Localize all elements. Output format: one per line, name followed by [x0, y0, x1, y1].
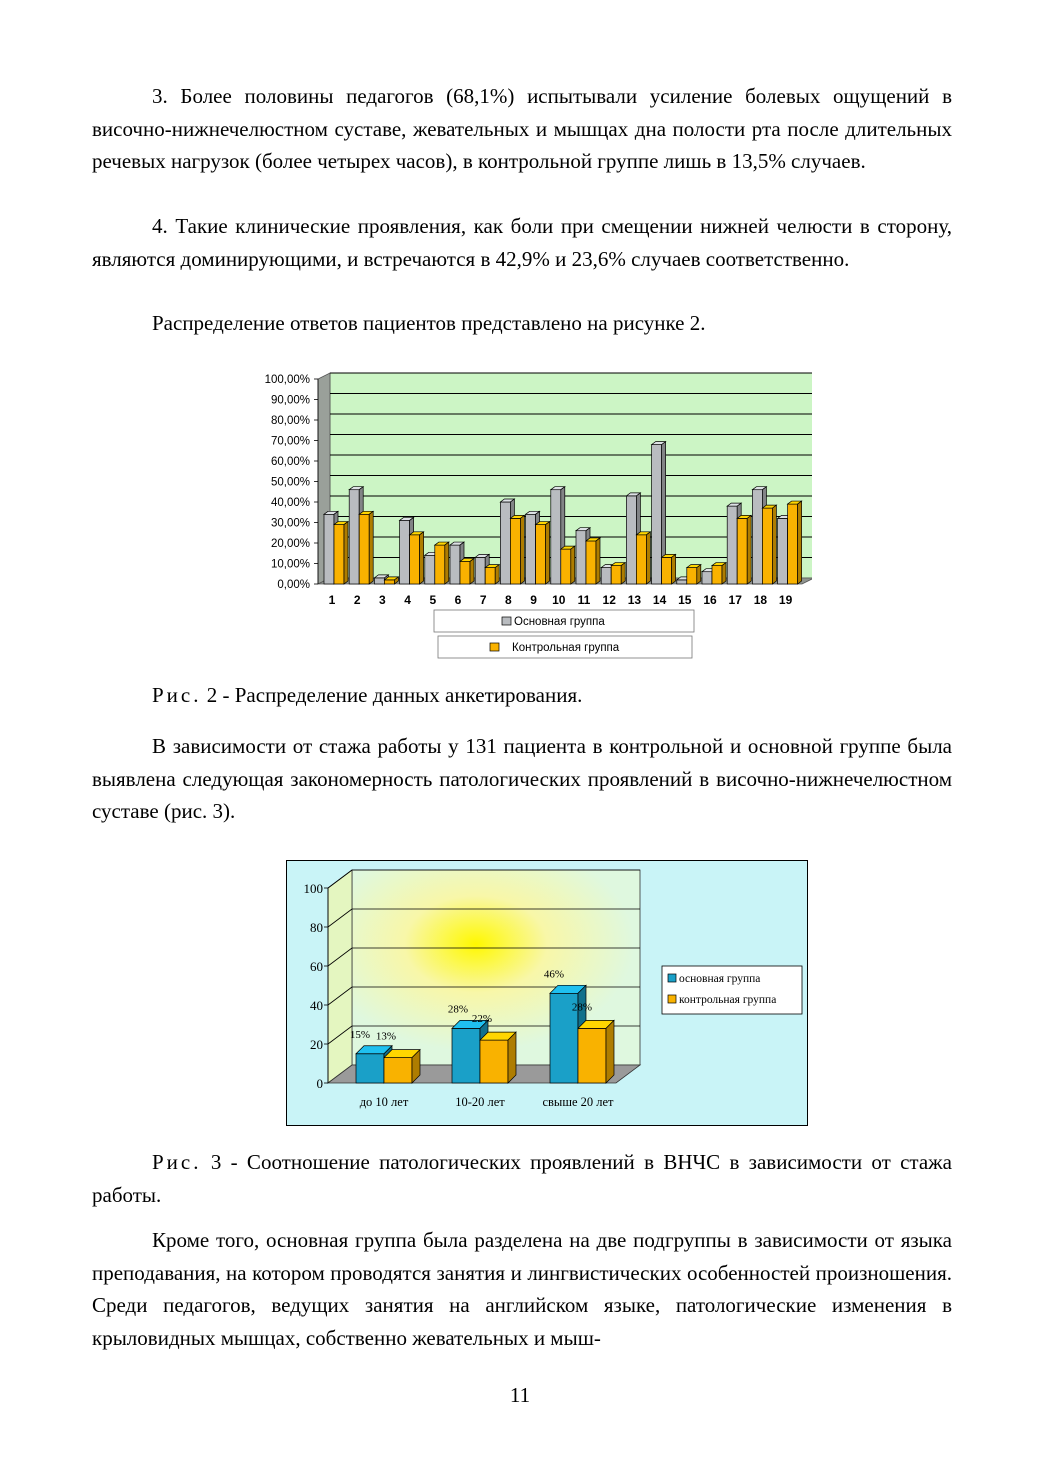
figure-2-chart	[232, 370, 812, 665]
figure-2-caption	[152, 679, 952, 712]
fig2-xtick-label: 8	[505, 593, 512, 607]
fig2-bar-control-3-front	[384, 580, 394, 584]
fig3-ytick-label: 20	[310, 1037, 323, 1052]
fig3-legend-swatch	[668, 995, 676, 1003]
fig2-xtick-label: 14	[652, 593, 667, 607]
page-number: 11	[509, 1383, 531, 1407]
fig3-data-label: 46%	[543, 968, 565, 981]
fig2-xtick-label: 6	[454, 593, 462, 607]
fig2-bar-control-13	[636, 532, 650, 584]
fig3-data-label: 15%	[349, 1028, 371, 1041]
fig2-bar-control-6-front	[460, 561, 470, 584]
fig3-ytick-label: 0	[316, 1076, 323, 1091]
fig2-bar-control-19-front	[788, 504, 798, 584]
fig2-xtick-label: 17	[728, 593, 742, 607]
figure-3-caption	[92, 1146, 952, 1211]
fig2-bar-control-9-front	[536, 525, 546, 584]
figure-3-caption-text: 3 - Соотношение патологических проявлений в ВНЧС в зависимости от стажа работы.	[92, 1150, 952, 1207]
fig2-bar-control-14-side	[672, 554, 676, 584]
fig3-bar-main-2-front	[452, 1028, 480, 1083]
fig2-bar-control-2	[359, 511, 373, 584]
fig3-ytick-label: 100	[303, 881, 323, 896]
fig3-legend-label: основная группа	[679, 973, 761, 985]
fig2-bar-main-2-front	[349, 490, 359, 584]
fig2-bar-control-11-side	[596, 538, 600, 584]
fig2-bar-control-17-side	[747, 515, 751, 584]
fig2-ytick-label: 80,00%	[270, 415, 310, 427]
fig2-xtick-label: 11	[577, 593, 591, 607]
fig2-bar-control-15-side	[697, 565, 701, 584]
fig3-bar-control-3-front	[578, 1028, 606, 1083]
fig2-bar-control-10-front	[561, 549, 571, 584]
fig2-bar-control-9-side	[546, 522, 550, 584]
paragraph-5	[92, 1224, 952, 1354]
fig2-bar-control-4-side	[420, 532, 424, 584]
fig2-ytick-label: 0,00%	[277, 579, 310, 591]
fig2-bar-control-12-side	[621, 563, 625, 584]
fig2-bar-control-5	[435, 542, 449, 584]
fig2-xtick-label: 12	[602, 593, 616, 607]
figure-3-chart	[286, 860, 808, 1126]
fig2-bar-control-11	[586, 538, 600, 584]
fig2-bar-control-7-front	[485, 568, 495, 584]
fig3-bar-control-3	[578, 1020, 614, 1083]
fig2-xtick-label: 2	[353, 593, 361, 607]
fig2-bar-main-15-front	[677, 580, 687, 584]
fig2-ytick-label: 40,00%	[270, 497, 310, 509]
fig2-bar-control-6-side	[470, 558, 474, 584]
fig2-bar-control-7-side	[495, 565, 499, 584]
fig2-bar-control-18-side	[772, 505, 776, 584]
fig3-xtick-label: 10-20 лет	[455, 1095, 505, 1109]
fig2-bar-main-1-front	[324, 514, 334, 584]
fig2-bar-control-13-front	[636, 535, 646, 584]
fig2-bar-control-17-front	[737, 518, 747, 584]
fig2-bar-control-2-front	[359, 514, 369, 584]
fig2-bar-main-19-front	[778, 518, 788, 584]
fig2-bar-control-3	[384, 577, 398, 584]
fig2-bar-control-19-side	[798, 501, 802, 584]
fig2-legend-swatch	[490, 643, 499, 651]
fig2-bar-control-18	[762, 505, 776, 584]
figure-2-caption-label: Рис.	[152, 683, 202, 707]
fig3-bar-control-3-side	[606, 1020, 614, 1083]
fig3-legend-swatch	[668, 974, 676, 982]
fig2-xtick-label: 19	[778, 593, 793, 607]
fig2-bar-main-11-front	[576, 531, 586, 584]
fig2-bar-control-7	[485, 565, 499, 584]
fig2-ytick-label: 60,00%	[270, 456, 310, 468]
fig2-bar-main-8-front	[500, 502, 510, 584]
fig3-xtick-label: свыше 20 лет	[542, 1095, 614, 1109]
fig2-bar-control-15	[687, 565, 701, 584]
fig2-bar-control-13-side	[646, 532, 650, 584]
paragraph-3-text: Распределение ответов пациентов представлено на рисунке 2.	[152, 311, 706, 335]
fig2-xtick-label: 16	[703, 593, 717, 607]
fig2-xtick-label: 1	[328, 593, 336, 607]
fig2-xtick-label: 13	[627, 593, 642, 607]
fig2-bar-main-9-front	[526, 514, 536, 584]
fig2-xtick-label: 9	[530, 593, 537, 607]
fig2-bar-control-16	[712, 563, 726, 584]
fig2-xtick-label: 18	[753, 593, 768, 607]
fig3-legend-label: контрольная группа	[679, 994, 777, 1006]
fig3-ytick-label: 60	[310, 959, 323, 974]
figure-3-caption-label: Рис.	[152, 1150, 202, 1174]
fig2-bar-control-4	[410, 532, 424, 584]
fig2-xtick-label: 7	[479, 593, 487, 607]
fig2-bar-control-4-front	[410, 535, 420, 584]
fig2-bar-main-7-front	[475, 557, 485, 584]
paragraph-5-text: Кроме того, основная группа была разделена на две подгруппы в зависимости от языка преподавания, на котором проводятся занятия и лингвистических особенностей произношения. Среди педагогов, ведущих занятия на английском языке, патологические изменения в крыловидных мышцах, собственно жевательных и мыш-	[92, 1228, 952, 1350]
fig3-bar-control-2-front	[480, 1040, 508, 1083]
fig2-ytick-label: 30,00%	[270, 517, 310, 530]
fig2-bar-main-10-front	[551, 490, 561, 584]
fig2-bar-control-16-front	[712, 566, 722, 584]
fig3-data-label: 28%	[571, 1001, 593, 1014]
fig2-bar-control-2-side	[369, 511, 373, 584]
fig2-bar-control-6	[460, 558, 474, 584]
fig2-bar-control-9	[536, 522, 550, 584]
fig3-data-label: 13%	[375, 1030, 397, 1043]
fig2-bar-control-8-front	[510, 518, 520, 584]
fig2-bar-main-16-front	[702, 572, 712, 584]
fig2-bar-control-1-side	[344, 522, 348, 584]
fig2-ytick-label: 70,00%	[270, 435, 310, 448]
fig2-ytick-label: 50,00%	[270, 476, 310, 489]
fig2-bar-control-14	[662, 554, 676, 584]
fig2-bar-control-12	[611, 563, 625, 584]
fig2-bar-main-5-front	[425, 555, 435, 584]
fig2-bar-control-15-front	[687, 568, 697, 584]
fig2-xtick-label: 15	[678, 593, 692, 607]
fig2-bar-main-18-front	[752, 490, 762, 584]
fig2-bar-main-4-front	[400, 520, 410, 584]
fig3-bar-control-1-front	[384, 1058, 412, 1083]
paragraph-2-text: 4. Такие клинические проявления, как боли при смещении нижней челюсти в сторону, являются доминирующими, и встречаются в 42,9% и 23,6% случаев соответственно.	[92, 214, 952, 271]
fig2-bar-control-12-front	[611, 566, 621, 584]
fig2-xtick-label: 5	[429, 593, 437, 607]
figure-2-caption-text: 2 - Распределение данных анкетирования.	[201, 683, 583, 707]
fig3-data-label: 22%	[471, 1013, 493, 1026]
fig2-legend-label: Контрольная группа	[512, 642, 620, 654]
fig2-ytick-label: 100,00%	[264, 374, 310, 386]
paragraph-4	[92, 730, 952, 828]
fig2-xtick-label: 3	[379, 593, 386, 607]
fig3-ytick-label: 40	[310, 998, 323, 1013]
fig3-xtick-label: до 10 лет	[359, 1095, 409, 1109]
fig2-bar-control-14-front	[662, 557, 672, 584]
fig2-legend-label: Основная группа	[514, 616, 605, 628]
fig2-ytick-label: 20,00%	[270, 538, 310, 550]
fig2-bar-main-6-front	[450, 545, 460, 584]
fig2-bar-control-5-side	[445, 542, 449, 584]
fig2-bar-control-16-side	[722, 563, 726, 584]
fig2-bar-control-11-front	[586, 541, 596, 584]
fig2-bar-main-17-front	[727, 506, 737, 584]
paragraph-3	[92, 307, 952, 340]
paragraph-2	[92, 210, 952, 275]
fig2-bar-main-3-front	[374, 578, 384, 584]
fig2-ytick-label: 10,00%	[270, 558, 310, 571]
fig3-ytick-label: 80	[310, 920, 323, 935]
fig2-bar-control-10	[561, 546, 575, 584]
fig2-xtick-label: 10	[552, 593, 566, 607]
fig2-bar-control-18-front	[762, 508, 772, 584]
fig2-bar-control-17	[737, 515, 751, 584]
fig2-bar-control-5-front	[435, 545, 445, 584]
fig2-bar-main-13-front	[626, 496, 636, 584]
fig2-ytick-label: 90,00%	[270, 394, 310, 407]
fig2-bar-main-14-front	[652, 445, 662, 584]
fig3-data-label: 28%	[447, 1003, 469, 1016]
fig3-bar-control-1	[384, 1050, 420, 1083]
fig3-bar-control-2-side	[508, 1032, 516, 1083]
fig2-bar-control-1	[334, 522, 348, 584]
fig2-bar-main-12-front	[601, 568, 611, 584]
fig2-xtick-label: 4	[404, 593, 411, 607]
fig2-bar-control-19	[788, 501, 802, 584]
paragraph-1-text: 3. Более половины педагогов (68,1%) испытывали усиление болевых ощущений в височно-нижнечелюстном суставе, жевательных и мышцах дна полости рта после длительных речевых нагрузок (более четырех часов), в контрольной группе лишь в 13,5% случаев.	[92, 84, 952, 173]
fig2-legend-swatch	[502, 617, 511, 625]
fig2-bar-control-8	[510, 515, 524, 584]
paragraph-4-text: В зависимости от стажа работы у 131 пациента в контрольной и основной группе была выявлена следующая закономерность патологических проявлений в височно-нижнечелюстном суставе (рис. 3).	[92, 734, 952, 823]
fig3-side-wall	[328, 870, 352, 1083]
paragraph-1	[92, 80, 952, 178]
fig3-bar-main-1-front	[356, 1054, 384, 1083]
fig2-bar-control-10-side	[571, 546, 575, 584]
fig2-bar-control-8-side	[520, 515, 524, 584]
fig3-bar-control-2	[480, 1032, 516, 1083]
fig2-bar-control-1-front	[334, 525, 344, 584]
